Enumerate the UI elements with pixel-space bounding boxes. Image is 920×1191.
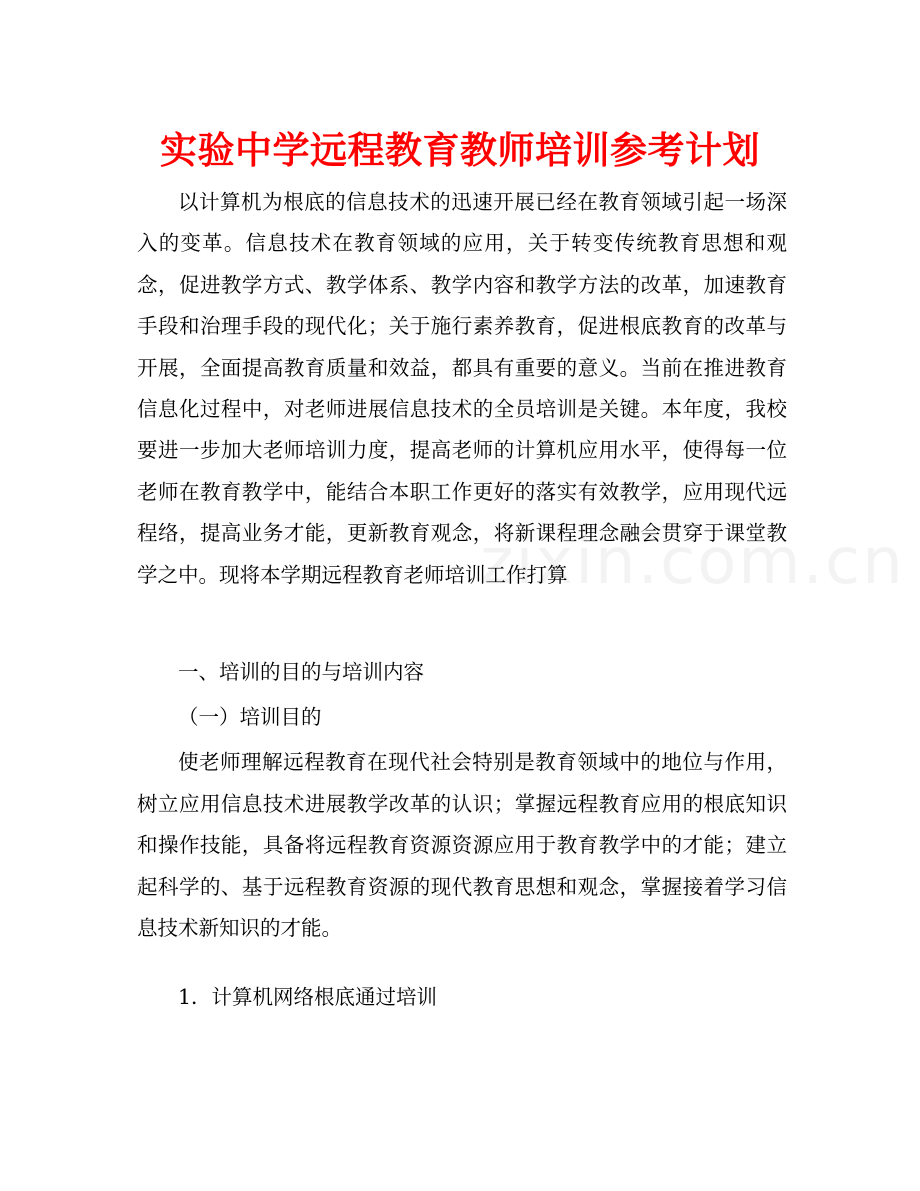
document-title: 实验中学远程教育教师培训参考计划 [160,129,760,172]
item-heading: 1．计算机网络根底通过培训 [178,985,438,1009]
goal-paragraph: 使老师理解远程教育在现代社会特别是教育领域中的地位与作用，树立应用信息技术进展教学改革的认识；掌握远程教育应用的根底知识和操作技能，具备将远程教育资源资源应用于教育教学中的才能；建立起科学的、基于远程教育资源的现代教育思想和观念，掌握接着学习信息技术新知识的才能。 [137,750,787,941]
subsection-heading: （一）培训目的 [178,705,322,729]
intro-paragraph: 以计算机为根底的信息技术的迅速开展已经在教育领域引起一场深入的变革。信息技术在教育领域的应用，关于转变传统教育思想和观念，促进教学方式、教学体系、教学内容和教学方法的改革，加速教育手段和治理手段的现代化；关于施行素养教育，促进根底教育的改革与开展，全面提高教育质量和效益，都具有重要的意义。当前在推进教育信息化过程中，对老师进展信息技术的全员培训是关键。本年度，我校要进一步加大老师培训力度，提高老师的计算机应用水平，使得每一位老师在教育教学中，能结合本职工作更好的落实有效教学，应用现代远程络，提高业务才能，更新教育观念，将新课程理念融会贯穿于课堂教学之中。现将本学期远程教育老师培训工作打算 [137,190,787,587]
watermark [480,525,905,599]
section-heading: 一、培训的目的与培训内容 [178,660,424,684]
